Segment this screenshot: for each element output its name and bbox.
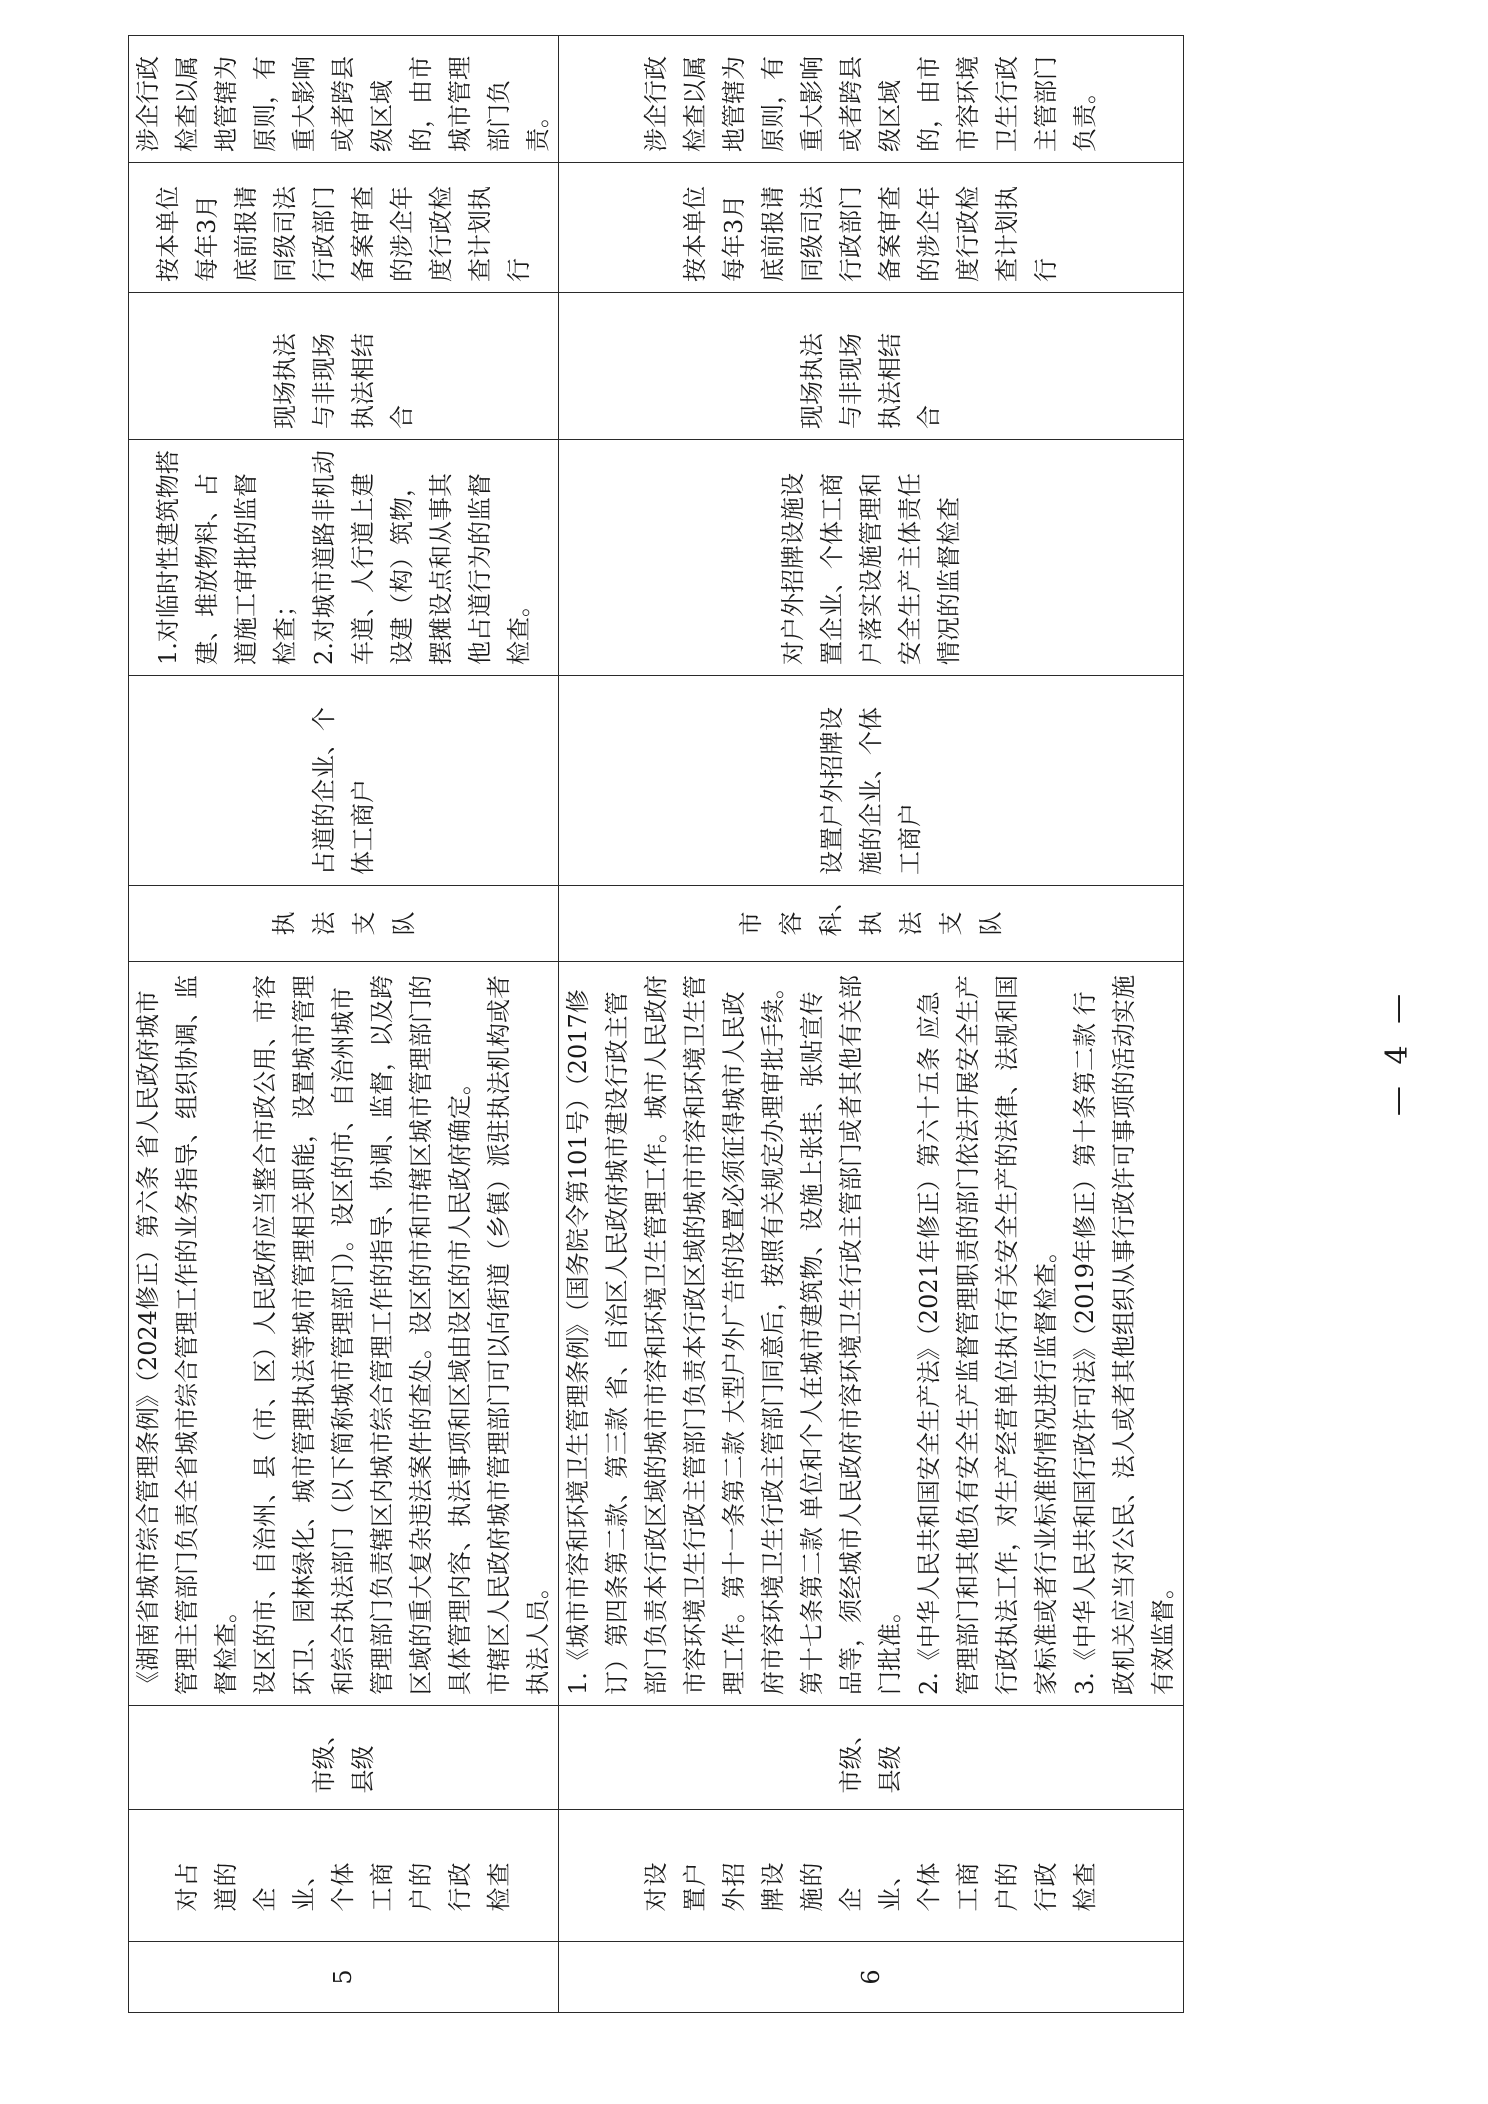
remarks: 涉企行政检查以属地管辖为原则，有重大影响或者跨县级区域的，由市城市管理部门负责。 (129, 36, 559, 163)
table-row (559, 36, 1184, 2013)
basis-paragraph: 3.《中华人民共和国行政许可法》（2019年修正）第十条第二款 行政机关应当对公民、法人或者其他组织从事行政许可事项的活动实施有效监督。 (1071, 975, 1177, 1695)
content-item: 2.对城市道路非机动车道、人行道上建设建（构）筑物，摆摊设点和从事其他占道行为的监督检查。 (309, 450, 533, 665)
inspection-table (128, 35, 1184, 2013)
inspection-method: 现场执法与非现场执法相结合 (129, 293, 559, 440)
jurisdiction-level: 市级、县级 (559, 1706, 1184, 1810)
inspection-frequency: 按本单位每年3月底前报请同级司法行政部门备案审查的涉企年度行政检查计划执行 (129, 163, 559, 293)
inspection-item: 对设置户外招牌设施的企业、个体工商户的行政检查 (559, 1810, 1184, 1942)
inspection-frequency: 按本单位每年3月底前报请同级司法行政部门备案审查的涉企年度行政检查计划执行 (559, 163, 1184, 293)
inspection-object: 设置户外招牌设施的企业、个体工商户 (559, 676, 1184, 886)
inspection-item: 对占道的企业、个体工商户的行政检查 (129, 1810, 559, 1942)
implementing-unit: 执法支队 (129, 886, 559, 962)
row-number: 6 (559, 1942, 1184, 2013)
content-item: 对户外招牌设施设置企业、个体工商户落实设施管理和安全生产主体责任情况的监督检查 (778, 473, 963, 665)
legal-basis (559, 962, 1184, 1706)
basis-paragraph: 《湖南省城市综合管理条例》（2024修正）第六条 省人民政府城市管理主管部门负责全省城市综合管理工作的业务指导、组织协调、监督检查。 (134, 975, 240, 1695)
inspection-object: 占道的企业、个体工商户 (129, 676, 559, 886)
jurisdiction-level: 市级、县级 (129, 1706, 559, 1810)
basis-paragraph: 设区的市、自治州、县（市、区）人民政府应当整合市政公用、市容环卫、园林绿化、城市管理执法等城市管理相关职能，设置城市管理和综合执法部门（以下简称城市管理部门）。设区的市、自治州城市管理部门负责辖区内城市综合管理工作的指导、协调、监督，以及跨区域的重大复杂违法案件的查处。设区的市和市辖区城市管理部门的具体管理内容、执法事项和区域由设区的市人民政府确定。 (251, 975, 474, 1695)
remarks: 涉企行政检查以属地管辖为原则，有重大影响或者跨县级区域的，由市市容环境卫生行政主管部门负责。 (559, 36, 1184, 163)
page-number: — 4 — (1380, 987, 1415, 1117)
basis-paragraph: 市辖区人民政府城市管理部门可以向街道（乡镇）派驻执法机构或者执法人员。 (485, 975, 552, 1695)
inspection-content (129, 440, 559, 676)
inspection-method: 现场执法与非现场执法相结合 (559, 293, 1184, 440)
basis-paragraph: 2.《中华人民共和国安全生产法》（2021年修正）第六十五条 应急管理部门和其他负有安全生产监督管理职责的部门依法开展安全生产行政执法工作，对生产经营单位执行有关安全生产的法律、法规和国家标准或者行业标准的情况进行监督检查。 (915, 975, 1060, 1695)
implementing-unit: 市容科、执法支队 (559, 886, 1184, 962)
row-number: 5 (129, 1942, 559, 2013)
table-row (129, 36, 559, 2013)
legal-basis (129, 962, 559, 1706)
content-item: 1.对临时性建筑物搭建、堆放物料、占道施工审批的监督检查； (153, 450, 299, 665)
basis-paragraph: 1.《城市市容和环境卫生管理条例》（国务院令第101号）（2017修订）第四条第二款、第三款 省、自治区人民政府城市建设行政主管部门负责本行政区域的城市市容和环境卫生管理工作。城市人民政府市容环境卫生行政主管部门负责本行政区域的城市市容和环境卫生管理工作。第十一条第二款 大型户外广告的设置必须征得城市人民政府市容环境卫生行政主管部门同意后，按照有关规定办理审批手续。第十七条第二款 单位和个人在城市建筑物、设施上张挂、张贴宣传品等，须经城市人民政府市容环境卫生行政主管部门或者其他有关部门批准。 (564, 975, 904, 1695)
inspection-content (559, 440, 1184, 676)
